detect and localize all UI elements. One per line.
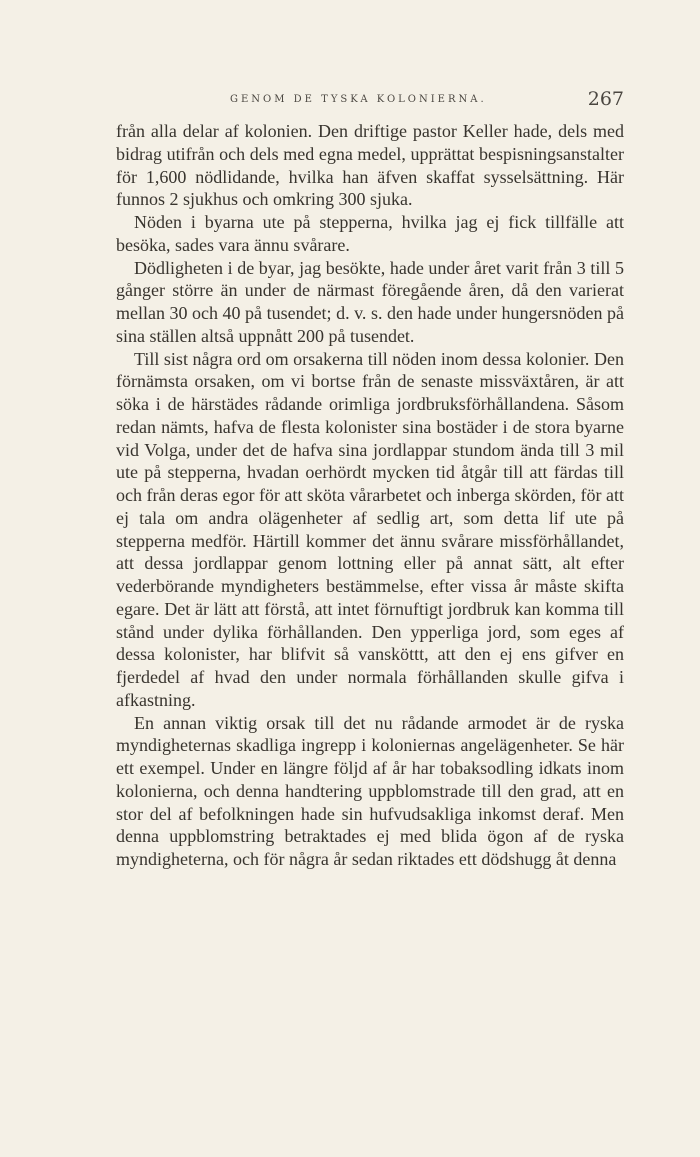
paragraph-2: Nöden i byarna ute på stepperna, hvilka jag ej fick tillfälle att besöka, sades vara ännu svårare. — [116, 212, 624, 255]
paragraph-5: En annan viktig orsak till det nu rådande armodet är de ryska myndigheternas skadliga ingrepp i koloniernas angelägenheter. Se här ett exempel. Under en längre följd af år har tobaksodling idkats inom kolonierna, och denna handtering uppblomstrade till den grad, att en stor del af befolkningen hade sin hufvudsakliga inkomst deraf. Men denna uppblomstring betraktades ej med blida ögon af de ryska myndigheterna, och för några år sedan riktades ett dödshugg åt denna — [116, 712, 624, 869]
paragraph-3: Dödligheten i de byar, jag besökte, hade under året varit från 3 till 5 gånger större än under de närmast föregående åren, då den varierat mellan 30 och 40 på tusendet; d. v. s. den hade under hungersnöden på sina ställen altså uppnått 200 på tusendet. — [116, 257, 624, 346]
running-head: GENOM DE TYSKA KOLONIERNA. — [230, 94, 487, 105]
body-text — [116, 120, 624, 871]
paragraph-1: från alla delar af kolonien. Den driftige pastor Keller hade, dels med bidrag utifrån och dels med egna medel, upprättat bespisningsanstalter för 1,600 nödlidande, hvilka han äfven skaffat sysselsättning. Här funnos 2 sjukhus och omkring 300 sjuka. — [116, 121, 624, 210]
paragraph-4: Till sist några ord om orsakerna till nöden inom dessa kolonier. Den förnämsta orsaken, om vi bortse från de senaste missväxtåren, är att söka i de härstädes rådande orimliga jordbruksförhållandena. Såsom redan nämts, hafva de flesta kolonister sina bostäder i de stora byarne vid Volga, under det de hafva sina jordlappar stundom ända till 3 mil ute på stepperna, hvadan oerhördt mycken tid åtgår till att färdas till och från deras egor för att sköta vårarbetet och inberga skörden, för att ej tala om andra olägenheter af sedlig art, som detta lif ute på stepperna medför. Härtill kommer det ännu svårare missförhållandet, att dessa jordlappar genom lottning eller på annat sätt, alt efter vederbörande myndigheters bestämmelse, efter vissa år måste skifta egare. Det är lätt att förstå, att intet förnuftigt jordbruk kan komma till stånd under dylika förhållanden. Den ypperliga jord, som eges af dessa kolonister, har blifvit så vansköttt, att den ej ens gifver en fjerdedel af hvad den under normala förhållanden skulle gifva i afkastning. — [116, 348, 624, 710]
page-header — [116, 88, 624, 114]
page-number: 267 — [587, 88, 624, 110]
